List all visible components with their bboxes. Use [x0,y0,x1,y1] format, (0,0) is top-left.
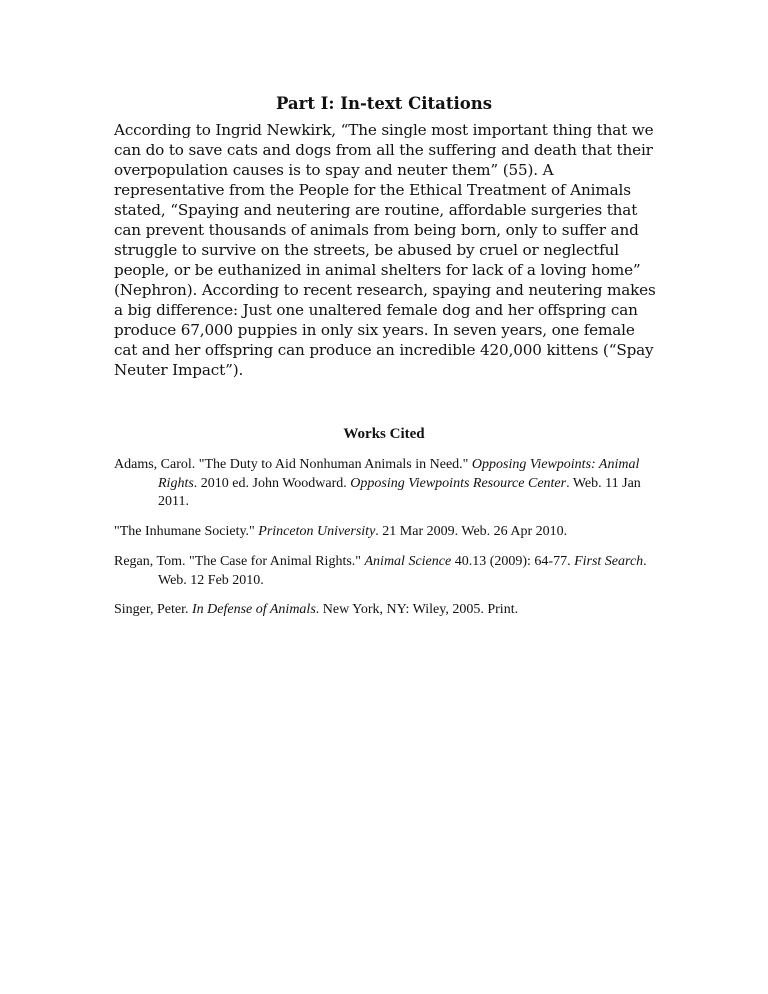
citation-italic-title: In Defense of Animals [191,602,316,618]
citation-text: . Web. 12 Feb 2010. [158,553,647,588]
citation-entry-adams [114,456,674,512]
citation-text: Singer, Peter. [114,602,192,618]
citation-text: . New York, NY: Wiley, 2005. Print. [315,602,519,618]
body-paragraph: According to Ingrid Newkirk, “The single most important thing that we can do to save cats and dogs from all the suffering and death that their overpopulation causes is to spay and neuter them” (55). A representative from the People for the Ethical Treatment of Animals stated, “Spaying and neutering are routine, affordable surgeries that can prevent thousands of animals from being born, only to suffer and struggle to survive on the streets, be abused by cruel or neglectful people, or be euthanized in animal shelters for lack of a loving home” (Nephron). According to recent research, spaying and neutering makes a big difference: Just one unaltered female dog and her offspring can produce 67,000 puppies in only six years. In seven years, one female cat and her offspring can produce an incredible 420,000 kittens (“Spay Neuter Impact”). [114,121,656,379]
citation-text: Adams, Carol. "The Duty to Aid Nonhuman Animals in Need." [114,457,472,472]
citation-text: 40.13 (2009): 64-77. [451,553,575,569]
section-heading: Part I: In-text Citations [275,94,493,113]
citation-text: "The Inhumane Society." [114,524,259,540]
citation-italic-source: Opposing Viewpoints Resource Center [350,475,567,491]
works-cited-list [114,456,674,631]
citation-italic-title: Opposing Viewpoints: Animal Rights [158,457,640,491]
citation-text: . 21 Mar 2009. Web. 26 Apr 2010. [375,524,568,540]
works-cited-title: Works Cited [343,426,425,442]
citation-text: Regan, Tom. "The Case for Animal Rights." [114,553,365,569]
citation-italic-title: Princeton University [258,524,376,540]
citation-text: . 2010 ed. John Woodward. [193,475,351,491]
citation-entry-singer [114,601,674,620]
citation-italic-source: First Search [574,553,644,569]
citation-entry-regan [114,553,674,590]
citation-entry-inhumane-society [114,523,674,542]
citation-text: . Web. 11 Jan 2011. [158,475,641,510]
citation-italic-title: Animal Science [364,553,452,569]
